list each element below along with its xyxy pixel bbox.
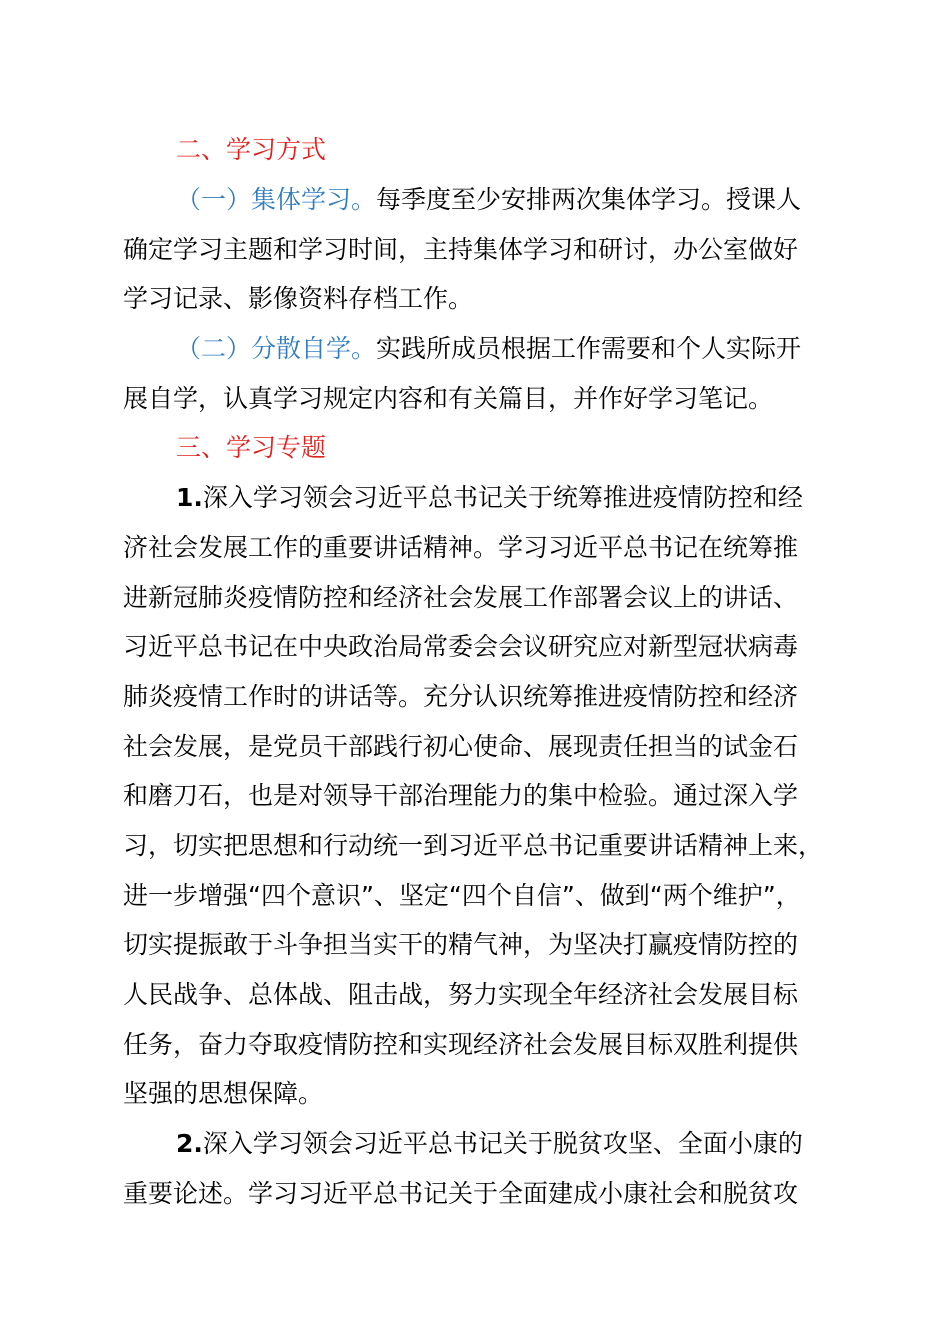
paragraph-line: 展自学，认真学习规定内容和有关篇目，并作好学习笔记。: [123, 384, 774, 413]
paragraph-text: 每季度至少安排两次集体学习。授课人: [376, 185, 802, 214]
paragraph-line: 进新冠肺炎疫情防控和经济社会发展工作部署会议上的讲话、: [123, 583, 799, 612]
paragraph-line: 重要论述。学习习近平总书记关于全面建成小康社会和脱贫攻: [123, 1179, 799, 1208]
paragraph-line: 进一步增强“四个意识”、坚定“四个自信”、做到“两个维护”，: [123, 881, 801, 910]
paragraph-line: 习，切实把思想和行动统一到习近平总书记重要讲话精神上来，: [123, 831, 824, 860]
paragraph-line: 习近平总书记在中央政治局常委会会议研究应对新型冠状病毒: [123, 632, 799, 661]
paragraph-line: 学习记录、影像资料存档工作。: [123, 284, 474, 313]
paragraph-text: 深入学习领会习近平总书记关于统筹推进疫情防控和经: [202, 483, 803, 512]
section-heading-study-method: 二、学习方式: [176, 135, 327, 164]
section-heading-study-topics: 三、学习专题: [176, 433, 327, 462]
sub-heading-self-study: （二）分散自学。: [176, 334, 377, 363]
paragraph-line: 人民战争、总体战、阻击战，努力实现全年经济社会发展目标: [123, 980, 799, 1009]
paragraph-line: 任务，奋力夺取疫情防控和实现经济社会发展目标双胜利提供: [123, 1030, 799, 1059]
paragraph-line: 坚强的思想保障。: [123, 1079, 324, 1108]
paragraph-line: [176, 182, 801, 218]
topic-number: 2.: [176, 1129, 203, 1158]
paragraph-line: 切实提振敢于斗争担当实干的精气神，为坚决打赢疫情防控的: [123, 930, 799, 959]
paragraph-line: 肺炎疫情工作时的讲话等。充分认识统筹推进疫情防控和经济: [123, 682, 799, 711]
paragraph-line: 和磨刀石，也是对领导干部治理能力的集中检验。通过深入学: [123, 781, 799, 810]
paragraph-line: 社会发展，是党员干部践行初心使命、展现责任担当的试金石: [123, 732, 799, 761]
paragraph-line: [176, 1126, 803, 1162]
paragraph-line: 确定学习主题和学习时间，主持集体学习和研讨，办公室做好: [123, 235, 799, 264]
paragraph-text: 实践所成员根据工作需要和个人实际开: [376, 334, 802, 363]
sub-heading-group-study: （一）集体学习。: [176, 185, 377, 214]
paragraph-line: 济社会发展工作的重要讲话精神。学习习近平总书记在统筹推: [123, 533, 799, 562]
paragraph-line: [176, 331, 801, 367]
topic-number: 1.: [176, 483, 203, 512]
paragraph-text: 深入学习领会习近平总书记关于脱贫攻坚、全面小康的: [202, 1129, 803, 1158]
paragraph-line: [176, 480, 803, 516]
